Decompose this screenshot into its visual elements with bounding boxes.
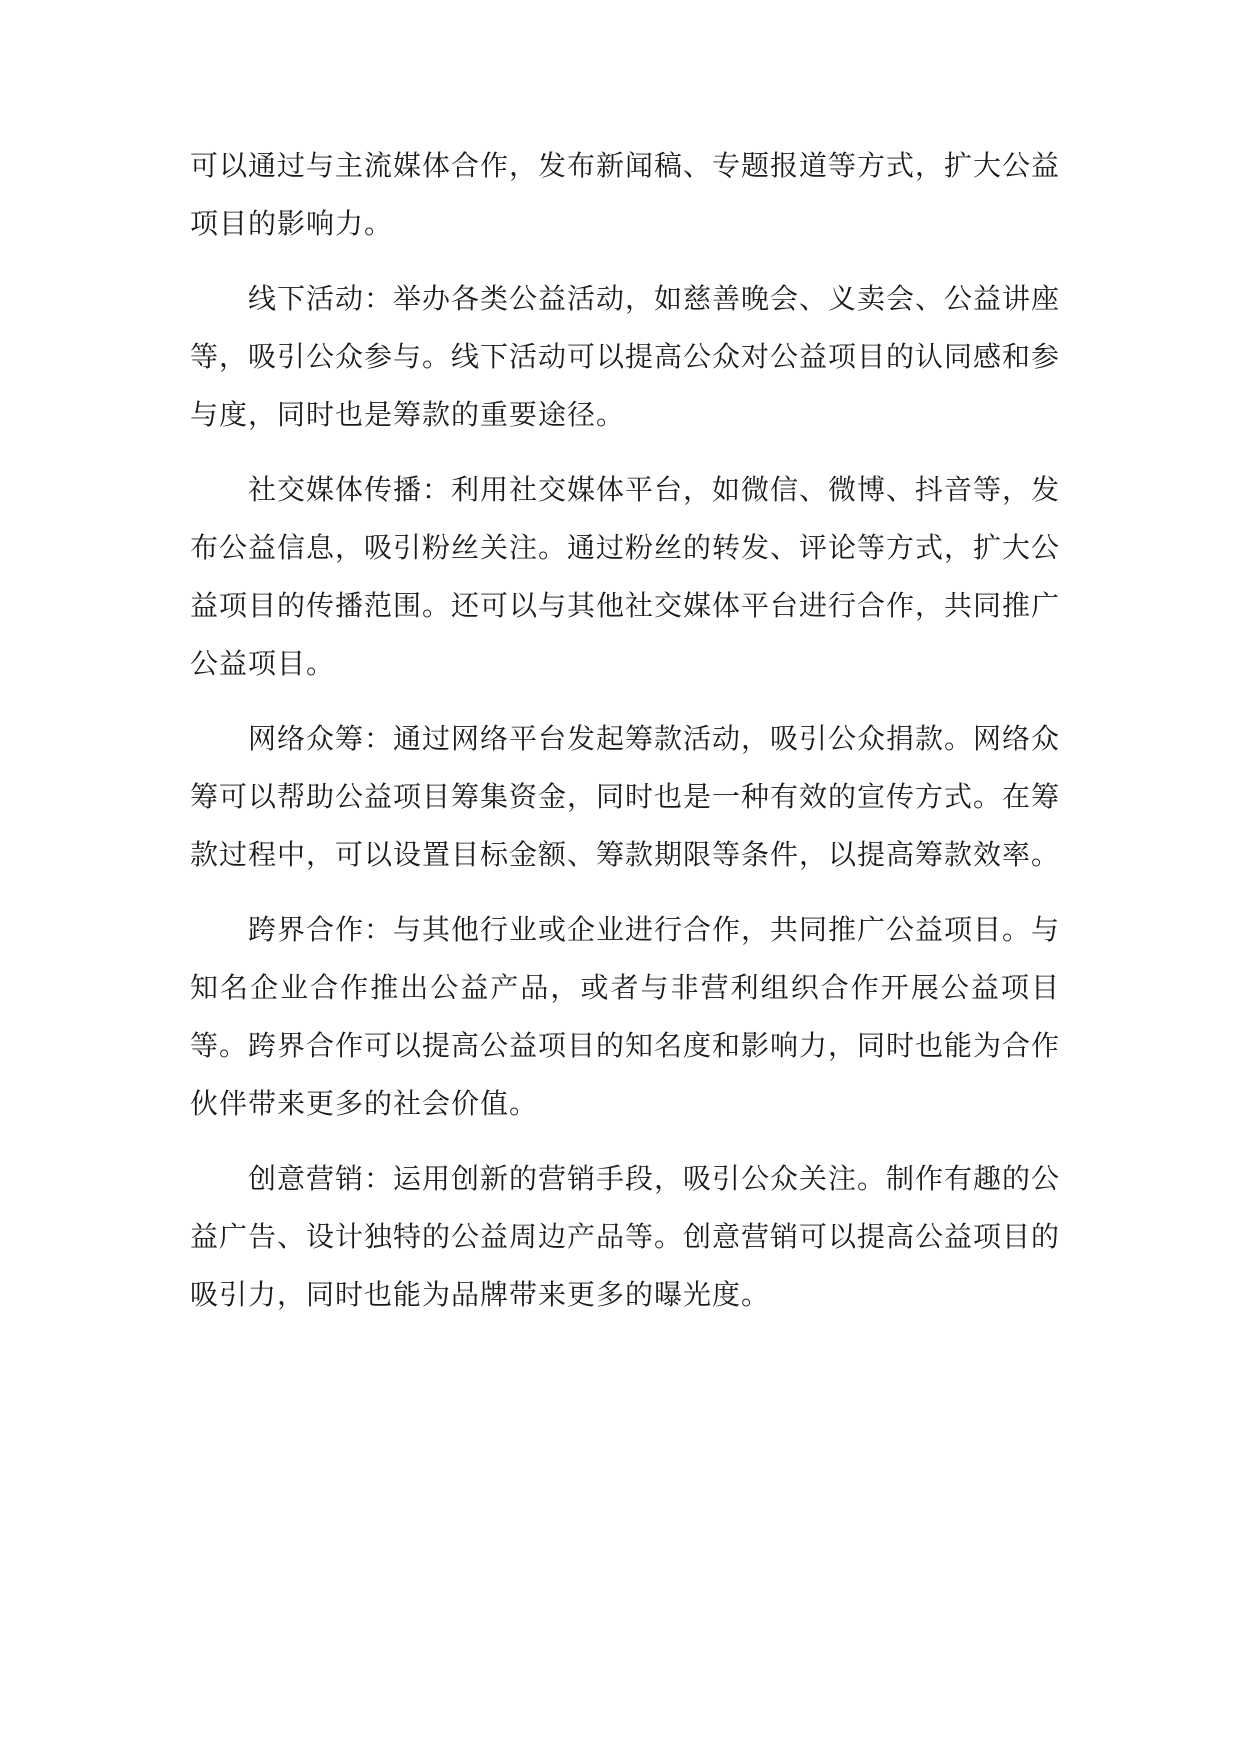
paragraph-crowdfunding: 网络众筹：通过网络平台发起筹款活动，吸引公众捐款。网络众筹可以帮助公益项目筹集资金，同时也是一种有效的宣传方式。在筹款过程中，可以设置目标金额、筹款期限等条件，以提高筹款效率。 (190, 722, 1061, 871)
document-body (190, 137, 1060, 1341)
paragraph-social-media: 社交媒体传播：利用社交媒体平台，如微信、微博、抖音等，发布公益信息，吸引粉丝关注。通过粉丝的转发、评论等方式，扩大公益项目的传播范围。还可以与其他社交媒体平台进行合作，共同推广公益项目。 (190, 473, 1061, 680)
paragraph-offline-activities: 线下活动：举办各类公益活动，如慈善晚会、义卖会、公益讲座等，吸引公众参与。线下活动可以提高公众对公益项目的认同感和参与度，同时也是筹款的重要途径。 (190, 282, 1061, 431)
paragraph-media-cooperation-continued: 可以通过与主流媒体合作，发布新闻稿、专题报道等方式，扩大公益项目的影响力。 (190, 149, 1061, 240)
paragraph-cross-industry: 跨界合作：与其他行业或企业进行合作，共同推广公益项目。与知名企业合作推出公益产品，或者与非营利组织合作开展公益项目等。跨界合作可以提高公益项目的知名度和影响力，同时也能为合作伙伴带来更多的社会价值。 (190, 913, 1061, 1120)
paragraph-creative-marketing: 创意营销：运用创新的营销手段，吸引公众关注。制作有趣的公益广告、设计独特的公益周边产品等。创意营销可以提高公益项目的吸引力，同时也能为品牌带来更多的曝光度。 (190, 1162, 1061, 1311)
